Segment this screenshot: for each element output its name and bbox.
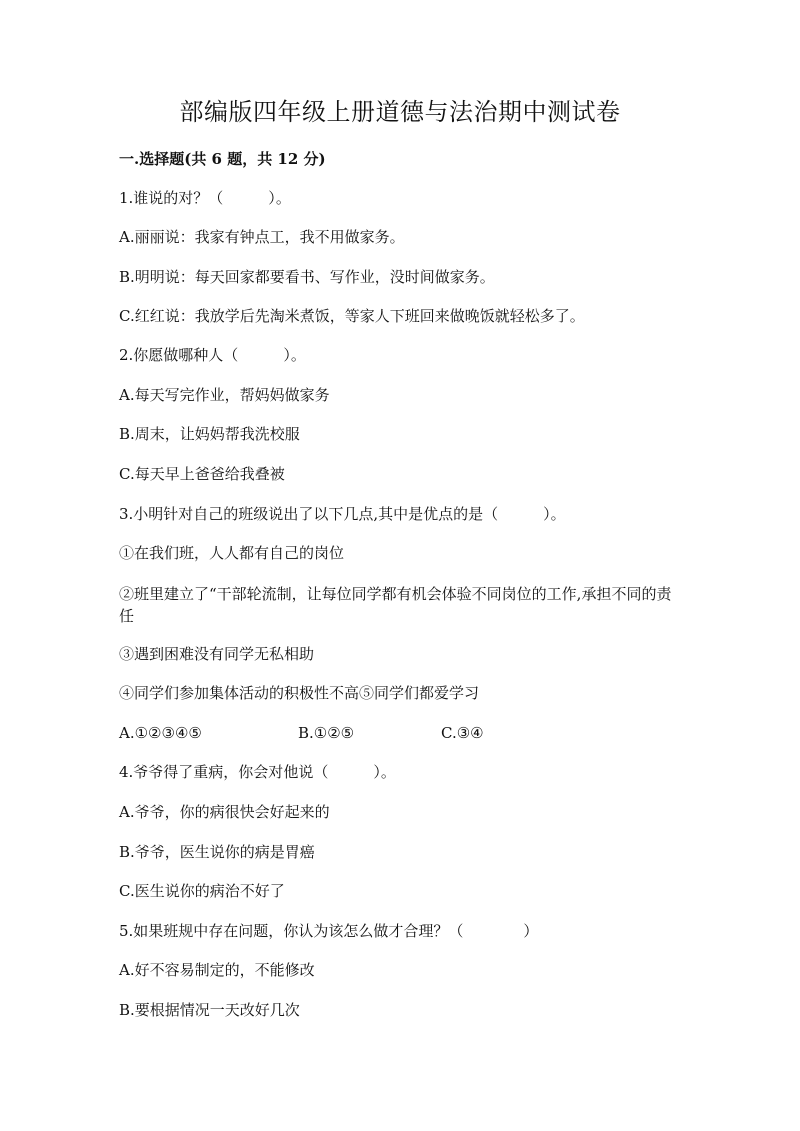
question-1-option-a: A.丽丽说：我家有钟点工，我不用做家务。 (119, 228, 405, 246)
question-2-stem: 2.你愿做哪种人（ ）。 (119, 346, 306, 364)
question-5-option-b: B.要根据情况一天改好几次 (119, 1001, 300, 1019)
question-3-statement-2: ②班里建立了“干部轮流制，让每位同学都有机会体验不同岗位的工作,承担不同的责任 (119, 585, 672, 625)
question-3-stem: 3.小明针对自己的班级说出了以下几点,其中是优点的是（ ）。 (119, 505, 566, 523)
question-2-option-b: B.周末，让妈妈帮我洗校服 (119, 425, 300, 443)
question-5-stem: 5.如果班规中存在问题，你认为该怎么做才合理？（ ） (119, 922, 539, 940)
question-2-option-c: C.每天早上爸爸给我叠被 (119, 465, 285, 483)
question-1-stem: 1.谁说的对？（ ）。 (119, 189, 291, 207)
question-1-option-c: C.红红说：我放学后先淘米煮饭，等家人下班回来做晚饭就轻松多了。 (119, 307, 585, 325)
question-4-option-a: A.爷爷，你的病很快会好起来的 (119, 803, 330, 821)
question-3-statement-3: ③遇到困难没有同学无私相助 (119, 645, 315, 663)
question-3-statement-4: ④同学们参加集体活动的积极性不高⑤同学们都爱学习 (119, 684, 480, 702)
question-3-statement-1: ①在我们班，人人都有自己的岗位 (119, 544, 345, 562)
question-4-option-c: C.医生说你的病治不好了 (119, 882, 285, 900)
question-3-option-b: B.①②⑤ (298, 724, 355, 742)
question-1-option-b: B.明明说：每天回家都要看书、写作业，没时间做家务。 (119, 268, 495, 286)
question-3-options-row (119, 723, 689, 745)
question-4-option-b: B.爷爷，医生说你的病是胃癌 (119, 843, 315, 861)
exam-title: 部编版四年级上册道德与法治期中测试卷 (179, 98, 621, 126)
section-heading: 一.选择题(共 6 题，共 12 分) (119, 150, 326, 168)
question-2-option-a: A.每天写完作业，帮妈妈做家务 (119, 386, 330, 404)
question-3-option-c: C.③④ (441, 724, 484, 742)
question-5-option-a: A.好不容易制定的，不能修改 (119, 961, 315, 979)
question-3-option-a: A.①②③④⑤ (119, 724, 202, 742)
question-4-stem: 4.爷爷得了重病，你会对他说（ ）。 (119, 763, 396, 781)
